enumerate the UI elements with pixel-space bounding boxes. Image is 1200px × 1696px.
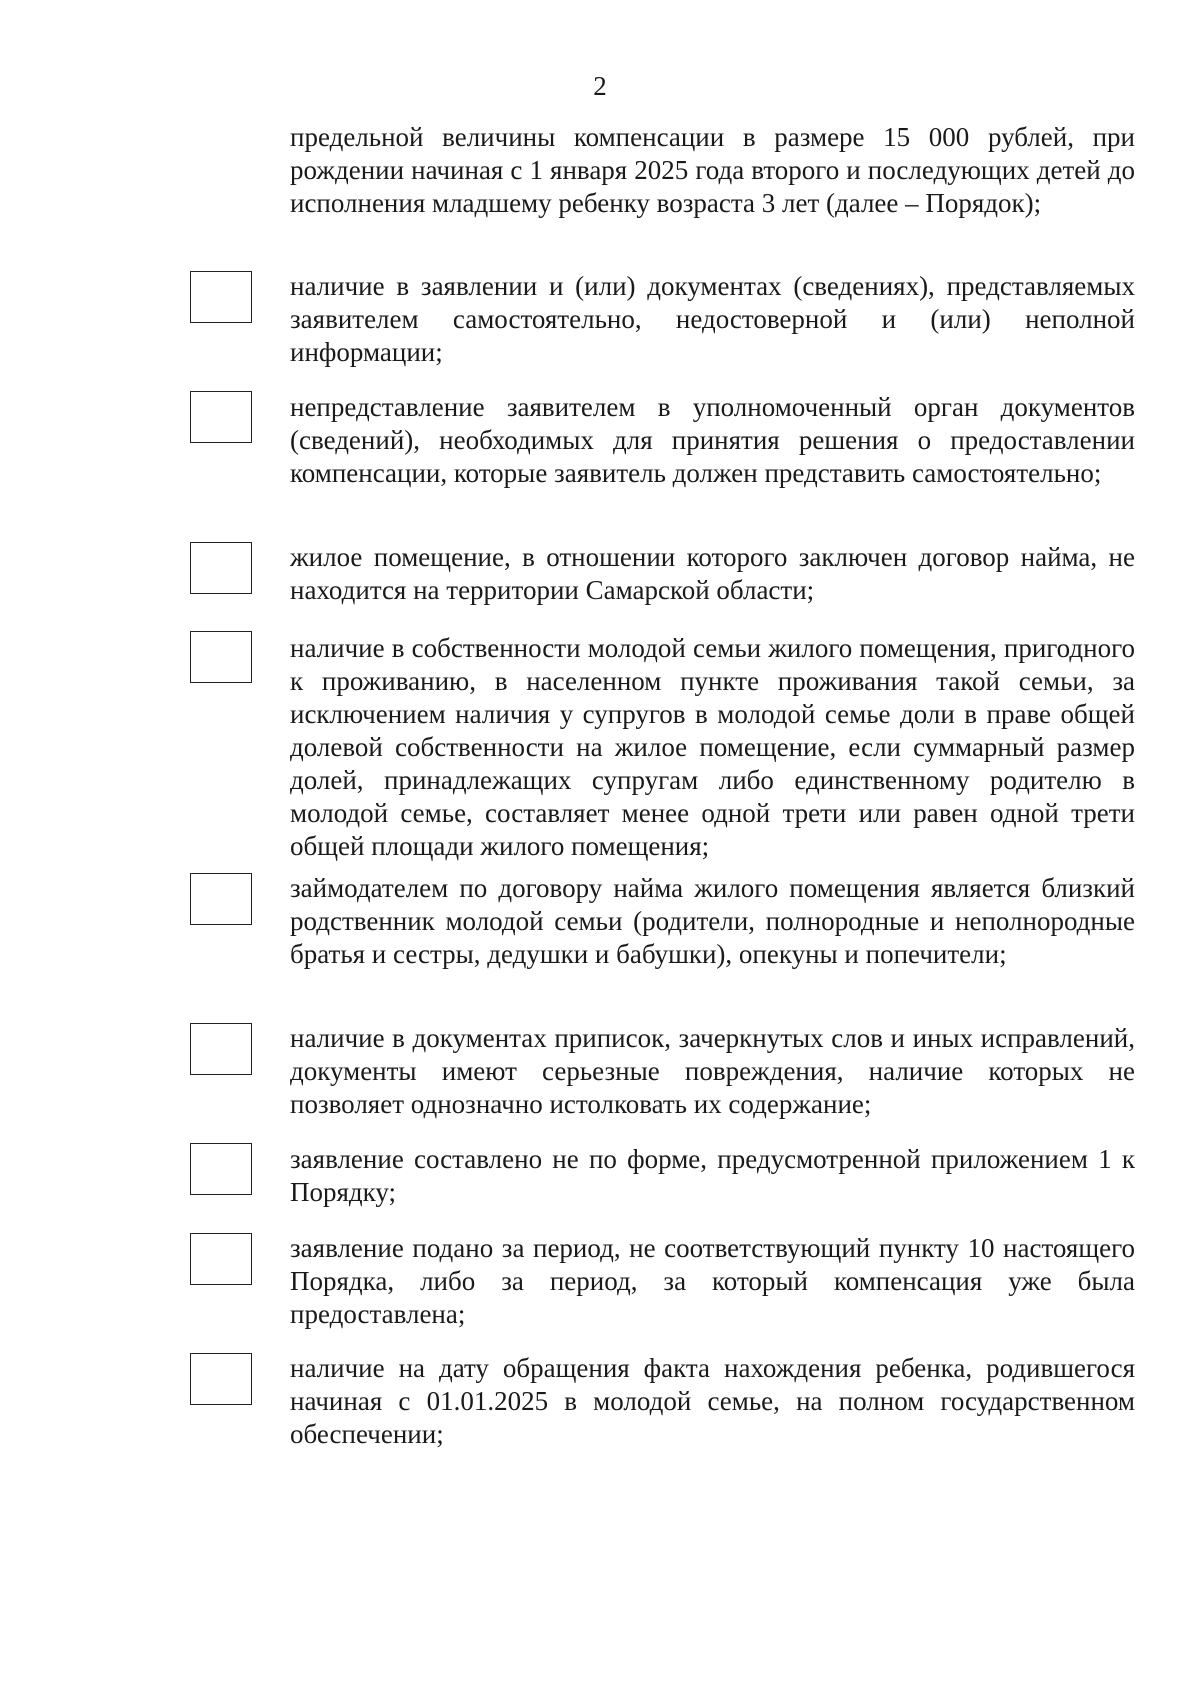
page-number: 2: [593, 71, 607, 101]
item-text: наличие в документах приписок, зачеркнутых слов и иных исправлений, документы имеют серьезные повреждения, наличие которых не позволяет однозначно истолковать их содержание;: [290, 1023, 1135, 1119]
checkbox[interactable]: [190, 873, 252, 925]
item-text: наличие в собственности молодой семьи жилого помещения, пригодного к проживанию, в населенном пункте проживания такой семьи, за исключением наличия у супругов в молодой семье доли в праве общей долевой собственности на жилое помещение, если суммарный размер долей, принадлежащих супругам либо единственному родителю в молодой семье, составляет менее одной трети или равен одной трети общей площади жилого помещения;: [290, 633, 1135, 861]
item-text: заявление подано за период, не соответствующий пункту 10 настоящего Порядка, либо за период, за который компенсация уже была предоставлена;: [290, 1233, 1135, 1329]
item-text: займодателем по договору найма жилого помещения является близкий родственник молодой семьи (родители, полнородные и неполнородные братья и сестры, дедушки и бабушки), опекуны и попечители;: [290, 873, 1135, 969]
checkbox[interactable]: [190, 631, 252, 683]
checkbox[interactable]: [190, 1233, 252, 1285]
item-text: наличие на дату обращения факта нахождения ребенка, родившегося начиная с 01.01.2025 в молодой семье, на полном государственном обеспечении;: [290, 1353, 1135, 1449]
checkbox[interactable]: [190, 391, 252, 443]
item-text: жилое помещение, в отношении которого заключен договор найма, не находится на территории Самарской области;: [290, 542, 1135, 605]
intro-paragraph: предельной величины компенсации в размере 15 000 рублей, при рождении начиная с 1 января 2025 года второго и последующих детей до исполнения младшему ребенку возраста 3 лет (далее – Порядок);: [290, 122, 1135, 218]
item-text: заявление составлено не по форме, предусмотренной приложением 1 к Порядку;: [290, 1144, 1135, 1207]
checkbox[interactable]: [190, 1143, 252, 1195]
checkbox[interactable]: [190, 542, 252, 594]
checkbox[interactable]: [190, 1023, 252, 1075]
item-text: наличие в заявлении и (или) документах (сведениях), представляемых заявителем самостоятельно, недостоверной и (или) неполной информации;: [290, 271, 1135, 367]
checkbox[interactable]: [190, 271, 252, 323]
checkbox[interactable]: [190, 1353, 252, 1405]
item-text: непредставление заявителем в уполномоченный орган документов (сведений), необходимых для принятия решения о предоставлении компенсации, которые заявитель должен представить самостоятельно;: [290, 392, 1135, 488]
